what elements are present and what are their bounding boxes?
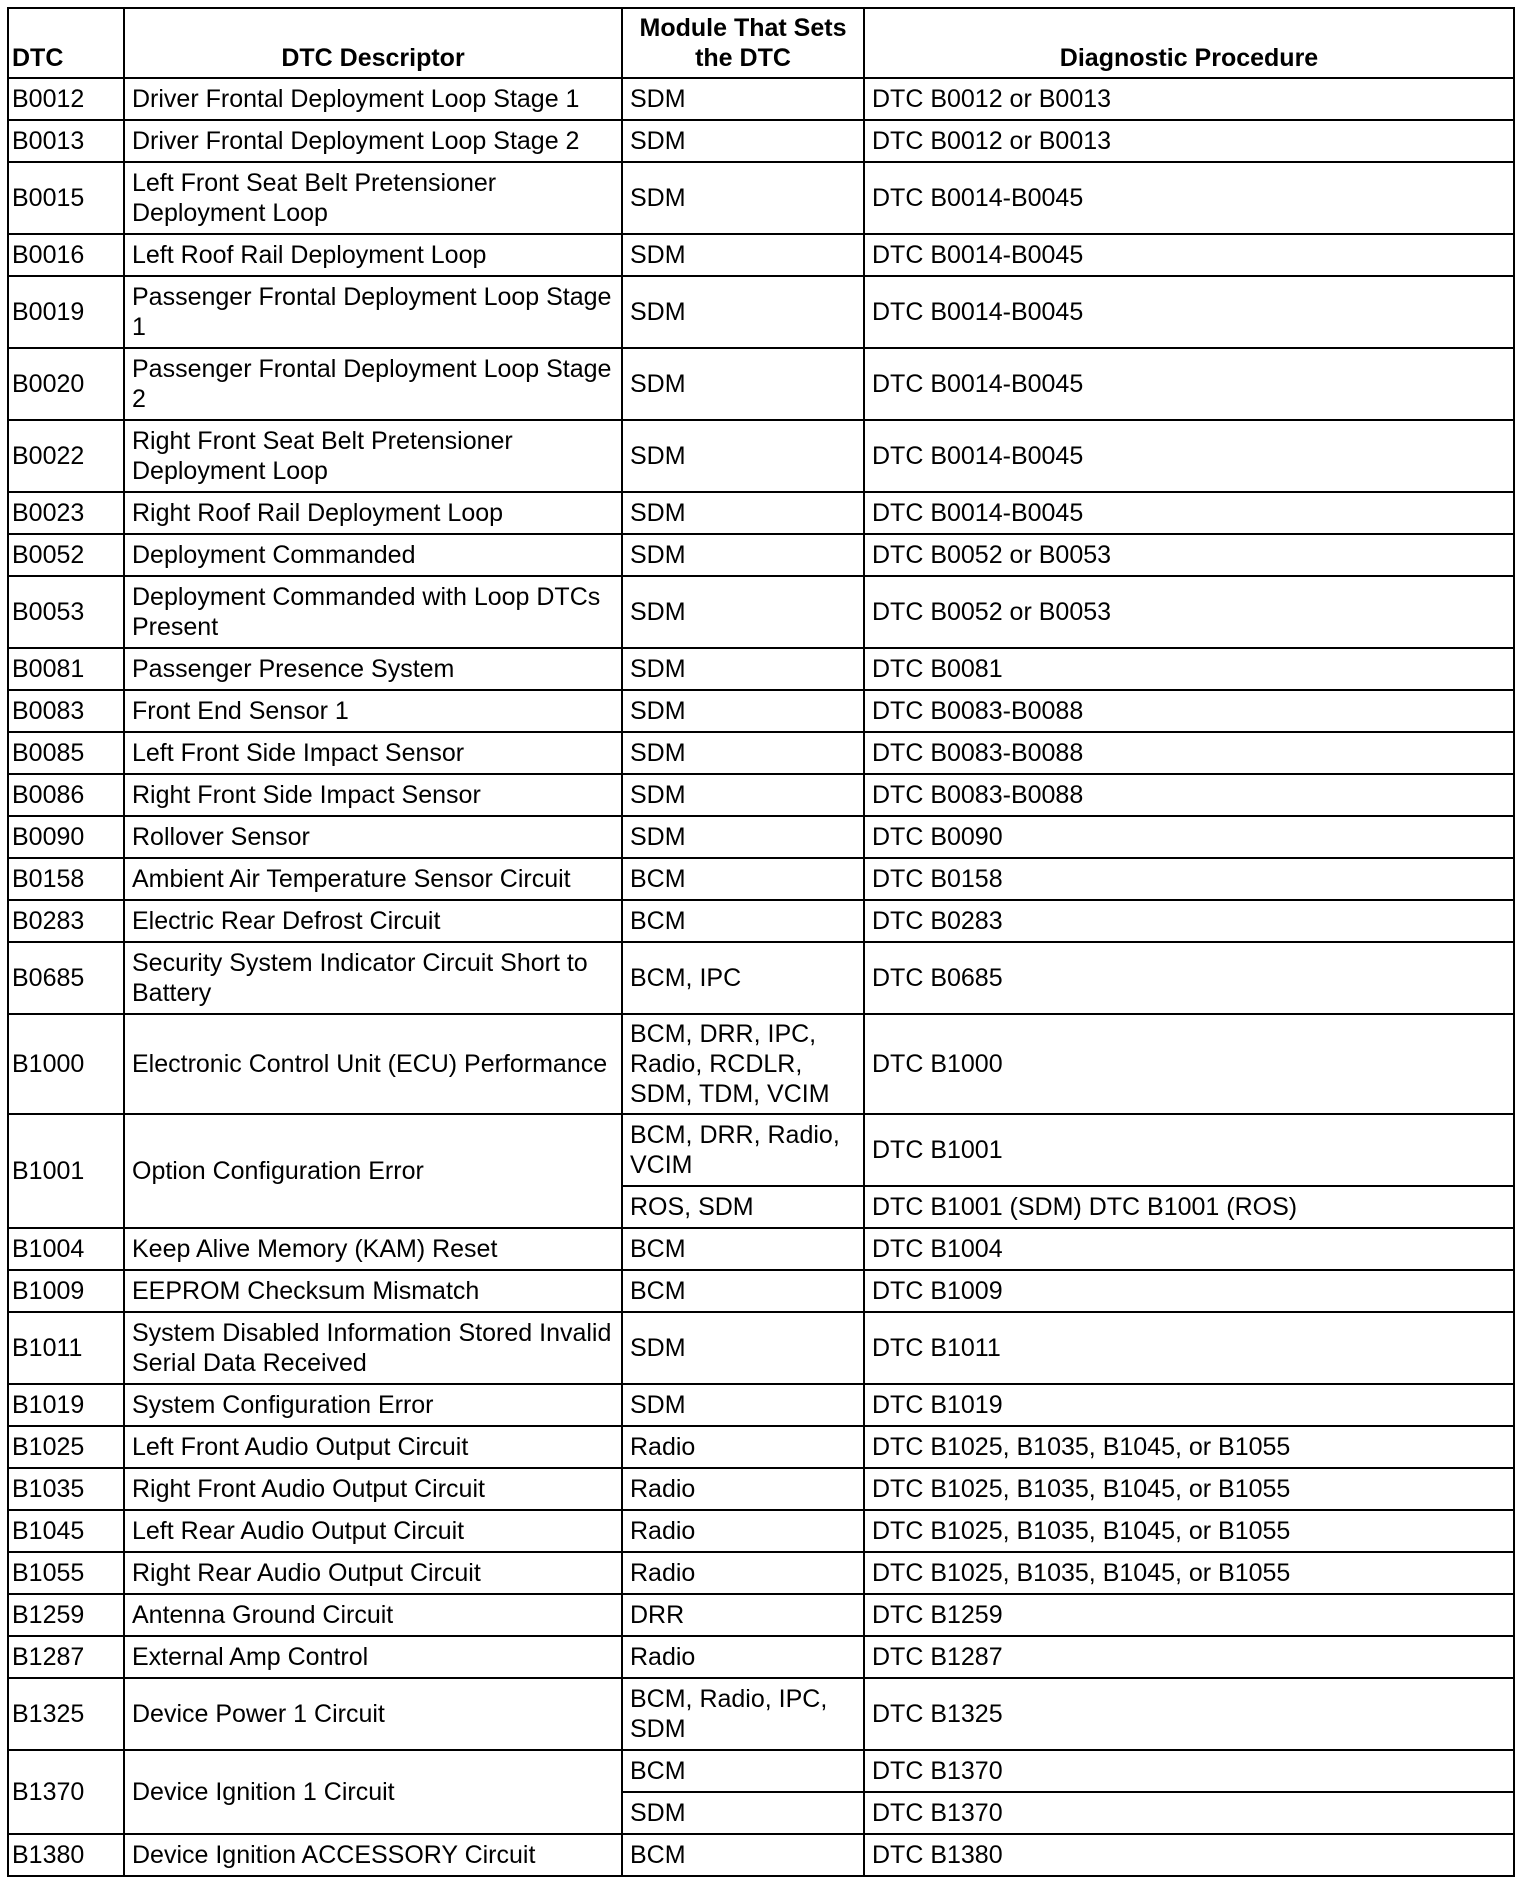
diagnostic-procedure: DTC B1001 (864, 1114, 1514, 1186)
dtc-code: B0053 (8, 576, 124, 648)
table-row (8, 348, 1514, 420)
table-row (8, 1750, 1514, 1792)
diagnostic-procedure: DTC B0090 (864, 816, 1514, 858)
dtc-descriptor: Electronic Control Unit (ECU) Performance (124, 1014, 622, 1114)
dtc-code: B0085 (8, 732, 124, 774)
dtc-code: B1011 (8, 1312, 124, 1384)
dtc-code: B0012 (8, 78, 124, 120)
dtc-descriptor: External Amp Control (124, 1636, 622, 1678)
dtc-descriptor: Left Roof Rail Deployment Loop (124, 234, 622, 276)
dtc-code: B0086 (8, 774, 124, 816)
dtc-descriptor: Device Ignition 1 Circuit (124, 1750, 622, 1834)
module: SDM (622, 78, 864, 120)
dtc-code: B0083 (8, 690, 124, 732)
dtc-descriptor: Ambient Air Temperature Sensor Circuit (124, 858, 622, 900)
dtc-descriptor: System Configuration Error (124, 1384, 622, 1426)
module: Radio (622, 1510, 864, 1552)
dtc-descriptor: Right Front Audio Output Circuit (124, 1468, 622, 1510)
module: SDM (622, 648, 864, 690)
module: SDM (622, 816, 864, 858)
table-row (8, 858, 1514, 900)
module: BCM, DRR, IPC, Radio, RCDLR, SDM, TDM, VCIM (622, 1014, 864, 1114)
dtc-code: B0685 (8, 942, 124, 1014)
diagnostic-procedure: DTC B0014-B0045 (864, 234, 1514, 276)
dtc-descriptor: Security System Indicator Circuit Short to Battery (124, 942, 622, 1014)
dtc-descriptor: Passenger Presence System (124, 648, 622, 690)
header-module: Module That Sets the DTC (622, 8, 864, 78)
dtc-table (7, 7, 1515, 1877)
module: Radio (622, 1636, 864, 1678)
header-descriptor: DTC Descriptor (124, 8, 622, 78)
table-row (8, 732, 1514, 774)
module: BCM (622, 900, 864, 942)
table-row (8, 1834, 1514, 1876)
table-row (8, 1270, 1514, 1312)
dtc-code: B1287 (8, 1636, 124, 1678)
diagnostic-procedure: DTC B1025, B1035, B1045, or B1055 (864, 1552, 1514, 1594)
dtc-code: B0023 (8, 492, 124, 534)
dtc-descriptor: Left Front Audio Output Circuit (124, 1426, 622, 1468)
diagnostic-procedure: DTC B0052 or B0053 (864, 534, 1514, 576)
dtc-code: B1001 (8, 1114, 124, 1228)
dtc-descriptor: System Disabled Information Stored Invalid Serial Data Received (124, 1312, 622, 1384)
dtc-descriptor: Antenna Ground Circuit (124, 1594, 622, 1636)
module: SDM (622, 576, 864, 648)
dtc-descriptor: Passenger Frontal Deployment Loop Stage 1 (124, 276, 622, 348)
dtc-code: B0020 (8, 348, 124, 420)
diagnostic-procedure: DTC B1380 (864, 1834, 1514, 1876)
diagnostic-procedure: DTC B0083-B0088 (864, 732, 1514, 774)
module: SDM (622, 1312, 864, 1384)
dtc-descriptor: Right Rear Audio Output Circuit (124, 1552, 622, 1594)
dtc-code: B0052 (8, 534, 124, 576)
dtc-descriptor: Left Front Seat Belt Pretensioner Deployment Loop (124, 162, 622, 234)
dtc-code: B1019 (8, 1384, 124, 1426)
module: SDM (622, 276, 864, 348)
diagnostic-procedure: DTC B1000 (864, 1014, 1514, 1114)
table-row (8, 1510, 1514, 1552)
module: SDM (622, 420, 864, 492)
dtc-descriptor: Device Ignition ACCESSORY Circuit (124, 1834, 622, 1876)
module: SDM (622, 1792, 864, 1834)
dtc-code: B0283 (8, 900, 124, 942)
diagnostic-procedure: DTC B1025, B1035, B1045, or B1055 (864, 1510, 1514, 1552)
table-row (8, 576, 1514, 648)
dtc-descriptor: Driver Frontal Deployment Loop Stage 2 (124, 120, 622, 162)
dtc-descriptor: Right Front Seat Belt Pretensioner Deployment Loop (124, 420, 622, 492)
module: BCM (622, 1228, 864, 1270)
module: SDM (622, 234, 864, 276)
module: SDM (622, 492, 864, 534)
dtc-descriptor: Left Front Side Impact Sensor (124, 732, 622, 774)
diagnostic-procedure: DTC B1025, B1035, B1045, or B1055 (864, 1468, 1514, 1510)
module: ROS, SDM (622, 1186, 864, 1228)
dtc-code: B0158 (8, 858, 124, 900)
dtc-descriptor: Option Configuration Error (124, 1114, 622, 1228)
header-row (8, 8, 1514, 78)
dtc-code: B0081 (8, 648, 124, 690)
diagnostic-procedure: DTC B0014-B0045 (864, 420, 1514, 492)
module: Radio (622, 1426, 864, 1468)
diagnostic-procedure: DTC B0052 or B0053 (864, 576, 1514, 648)
dtc-descriptor: Device Power 1 Circuit (124, 1678, 622, 1750)
diagnostic-procedure: DTC B1011 (864, 1312, 1514, 1384)
diagnostic-procedure: DTC B0012 or B0013 (864, 120, 1514, 162)
module: BCM (622, 858, 864, 900)
module: SDM (622, 732, 864, 774)
diagnostic-procedure: DTC B1325 (864, 1678, 1514, 1750)
module: Radio (622, 1552, 864, 1594)
dtc-descriptor: Driver Frontal Deployment Loop Stage 1 (124, 78, 622, 120)
table-row (8, 900, 1514, 942)
diagnostic-procedure: DTC B1001 (SDM) DTC B1001 (ROS) (864, 1186, 1514, 1228)
diagnostic-procedure: DTC B1019 (864, 1384, 1514, 1426)
diagnostic-procedure: DTC B1370 (864, 1792, 1514, 1834)
module: BCM, IPC (622, 942, 864, 1014)
dtc-code: B1045 (8, 1510, 124, 1552)
table-row (8, 1114, 1514, 1186)
table-row (8, 1312, 1514, 1384)
diagnostic-procedure: DTC B0014-B0045 (864, 348, 1514, 420)
table-row (8, 1636, 1514, 1678)
dtc-descriptor: Right Roof Rail Deployment Loop (124, 492, 622, 534)
diagnostic-procedure: DTC B0158 (864, 858, 1514, 900)
dtc-descriptor: Rollover Sensor (124, 816, 622, 858)
diagnostic-procedure: DTC B0685 (864, 942, 1514, 1014)
table-row (8, 492, 1514, 534)
module: SDM (622, 534, 864, 576)
table-row (8, 1426, 1514, 1468)
diagnostic-procedure: DTC B0014-B0045 (864, 276, 1514, 348)
table-row (8, 420, 1514, 492)
header-procedure: Diagnostic Procedure (864, 8, 1514, 78)
module: Radio (622, 1468, 864, 1510)
table-row (8, 1678, 1514, 1750)
dtc-code: B1035 (8, 1468, 124, 1510)
module: SDM (622, 162, 864, 234)
diagnostic-procedure: DTC B0081 (864, 648, 1514, 690)
diagnostic-procedure: DTC B1259 (864, 1594, 1514, 1636)
dtc-descriptor: Right Front Side Impact Sensor (124, 774, 622, 816)
table-row (8, 234, 1514, 276)
dtc-code: B1004 (8, 1228, 124, 1270)
dtc-code: B0015 (8, 162, 124, 234)
module: DRR (622, 1594, 864, 1636)
diagnostic-procedure: DTC B0012 or B0013 (864, 78, 1514, 120)
table-row (8, 648, 1514, 690)
table-row (8, 816, 1514, 858)
diagnostic-procedure: DTC B0283 (864, 900, 1514, 942)
dtc-code: B0019 (8, 276, 124, 348)
table-row (8, 1014, 1514, 1114)
dtc-descriptor: Passenger Frontal Deployment Loop Stage 2 (124, 348, 622, 420)
diagnostic-procedure: DTC B0083-B0088 (864, 690, 1514, 732)
module: SDM (622, 774, 864, 816)
diagnostic-procedure: DTC B1004 (864, 1228, 1514, 1270)
module: BCM, Radio, IPC, SDM (622, 1678, 864, 1750)
table-row (8, 162, 1514, 234)
dtc-descriptor: Keep Alive Memory (KAM) Reset (124, 1228, 622, 1270)
module: BCM (622, 1270, 864, 1312)
table-row (8, 534, 1514, 576)
module: SDM (622, 1384, 864, 1426)
dtc-code: B1325 (8, 1678, 124, 1750)
table-row (8, 1552, 1514, 1594)
table-row (8, 276, 1514, 348)
diagnostic-procedure: DTC B1009 (864, 1270, 1514, 1312)
dtc-code: B0013 (8, 120, 124, 162)
table-row (8, 1228, 1514, 1270)
module: SDM (622, 120, 864, 162)
dtc-descriptor: Deployment Commanded (124, 534, 622, 576)
table-row (8, 1468, 1514, 1510)
module: BCM (622, 1834, 864, 1876)
table-row (8, 78, 1514, 120)
diagnostic-procedure: DTC B0014-B0045 (864, 492, 1514, 534)
diagnostic-procedure: DTC B1370 (864, 1750, 1514, 1792)
table-row (8, 942, 1514, 1014)
dtc-code: B0090 (8, 816, 124, 858)
dtc-descriptor: EEPROM Checksum Mismatch (124, 1270, 622, 1312)
diagnostic-procedure: DTC B1287 (864, 1636, 1514, 1678)
dtc-code: B0022 (8, 420, 124, 492)
dtc-code: B1370 (8, 1750, 124, 1834)
header-dtc: DTC (8, 8, 124, 78)
dtc-descriptor: Deployment Commanded with Loop DTCs Present (124, 576, 622, 648)
diagnostic-procedure: DTC B0083-B0088 (864, 774, 1514, 816)
dtc-descriptor: Left Rear Audio Output Circuit (124, 1510, 622, 1552)
diagnostic-procedure: DTC B1025, B1035, B1045, or B1055 (864, 1426, 1514, 1468)
dtc-code: B0016 (8, 234, 124, 276)
table-row (8, 120, 1514, 162)
dtc-code: B1000 (8, 1014, 124, 1114)
dtc-code: B1009 (8, 1270, 124, 1312)
table-row (8, 774, 1514, 816)
dtc-code: B1380 (8, 1834, 124, 1876)
dtc-code: B1025 (8, 1426, 124, 1468)
dtc-code: B1259 (8, 1594, 124, 1636)
diagnostic-procedure: DTC B0014-B0045 (864, 162, 1514, 234)
table-row (8, 1594, 1514, 1636)
dtc-descriptor: Front End Sensor 1 (124, 690, 622, 732)
dtc-code: B1055 (8, 1552, 124, 1594)
module: BCM, DRR, Radio, VCIM (622, 1114, 864, 1186)
module: SDM (622, 348, 864, 420)
module: BCM (622, 1750, 864, 1792)
module: SDM (622, 690, 864, 732)
table-row (8, 1384, 1514, 1426)
table-row (8, 690, 1514, 732)
dtc-descriptor: Electric Rear Defrost Circuit (124, 900, 622, 942)
